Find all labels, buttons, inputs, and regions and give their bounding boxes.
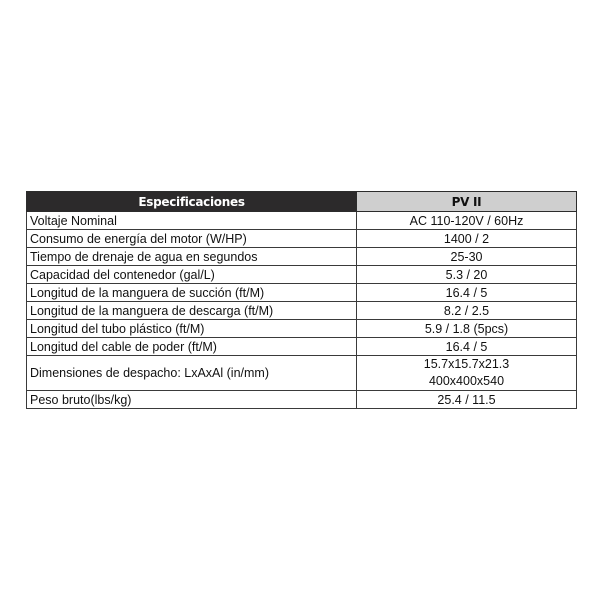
table-row: [27, 248, 577, 266]
row-label: Longitud del tubo plástico (ft/M): [27, 320, 357, 338]
table-row: [27, 320, 577, 338]
row-value: 16.4 / 5: [357, 338, 577, 356]
row-value: 5.9 / 1.8 (5pcs): [357, 320, 577, 338]
row-value: AC 110-120V / 60Hz: [357, 212, 577, 230]
row-value: 1400 / 2: [357, 230, 577, 248]
table-row: [27, 230, 577, 248]
header-specifications: Especificaciones: [27, 192, 357, 212]
row-value: 25.4 / 11.5: [357, 391, 577, 409]
table-row: [27, 266, 577, 284]
row-label: Tiempo de drenaje de agua en segundos: [27, 248, 357, 266]
table-row: [27, 356, 577, 391]
row-value-line: 400x400x540: [428, 374, 505, 388]
row-label: Longitud de la manguera de descarga (ft/M): [27, 302, 357, 320]
row-label: Voltaje Nominal: [27, 212, 357, 230]
table-row: [27, 302, 577, 320]
table-row: [27, 391, 577, 409]
row-value: [357, 356, 577, 391]
table-row: [27, 338, 577, 356]
row-label: Longitud del cable de poder (ft/M): [27, 338, 357, 356]
header-model: PV II: [357, 192, 577, 212]
row-label: Dimensiones de despacho: LxAxAl (in/mm): [27, 356, 357, 391]
specifications-table: [26, 191, 577, 409]
table-header-row: [27, 192, 577, 212]
row-value: 5.3 / 20: [357, 266, 577, 284]
row-value-line: 15.7x15.7x21.3: [423, 357, 510, 371]
row-value: 25-30: [357, 248, 577, 266]
row-label: Peso bruto(lbs/kg): [27, 391, 357, 409]
row-label: Consumo de energía del motor (W/HP): [27, 230, 357, 248]
row-value: 16.4 / 5: [357, 284, 577, 302]
row-value: 8.2 / 2.5: [357, 302, 577, 320]
table-row: [27, 284, 577, 302]
row-label: Capacidad del contenedor (gal/L): [27, 266, 357, 284]
table-row: [27, 212, 577, 230]
row-label: Longitud de la manguera de succión (ft/M): [27, 284, 357, 302]
